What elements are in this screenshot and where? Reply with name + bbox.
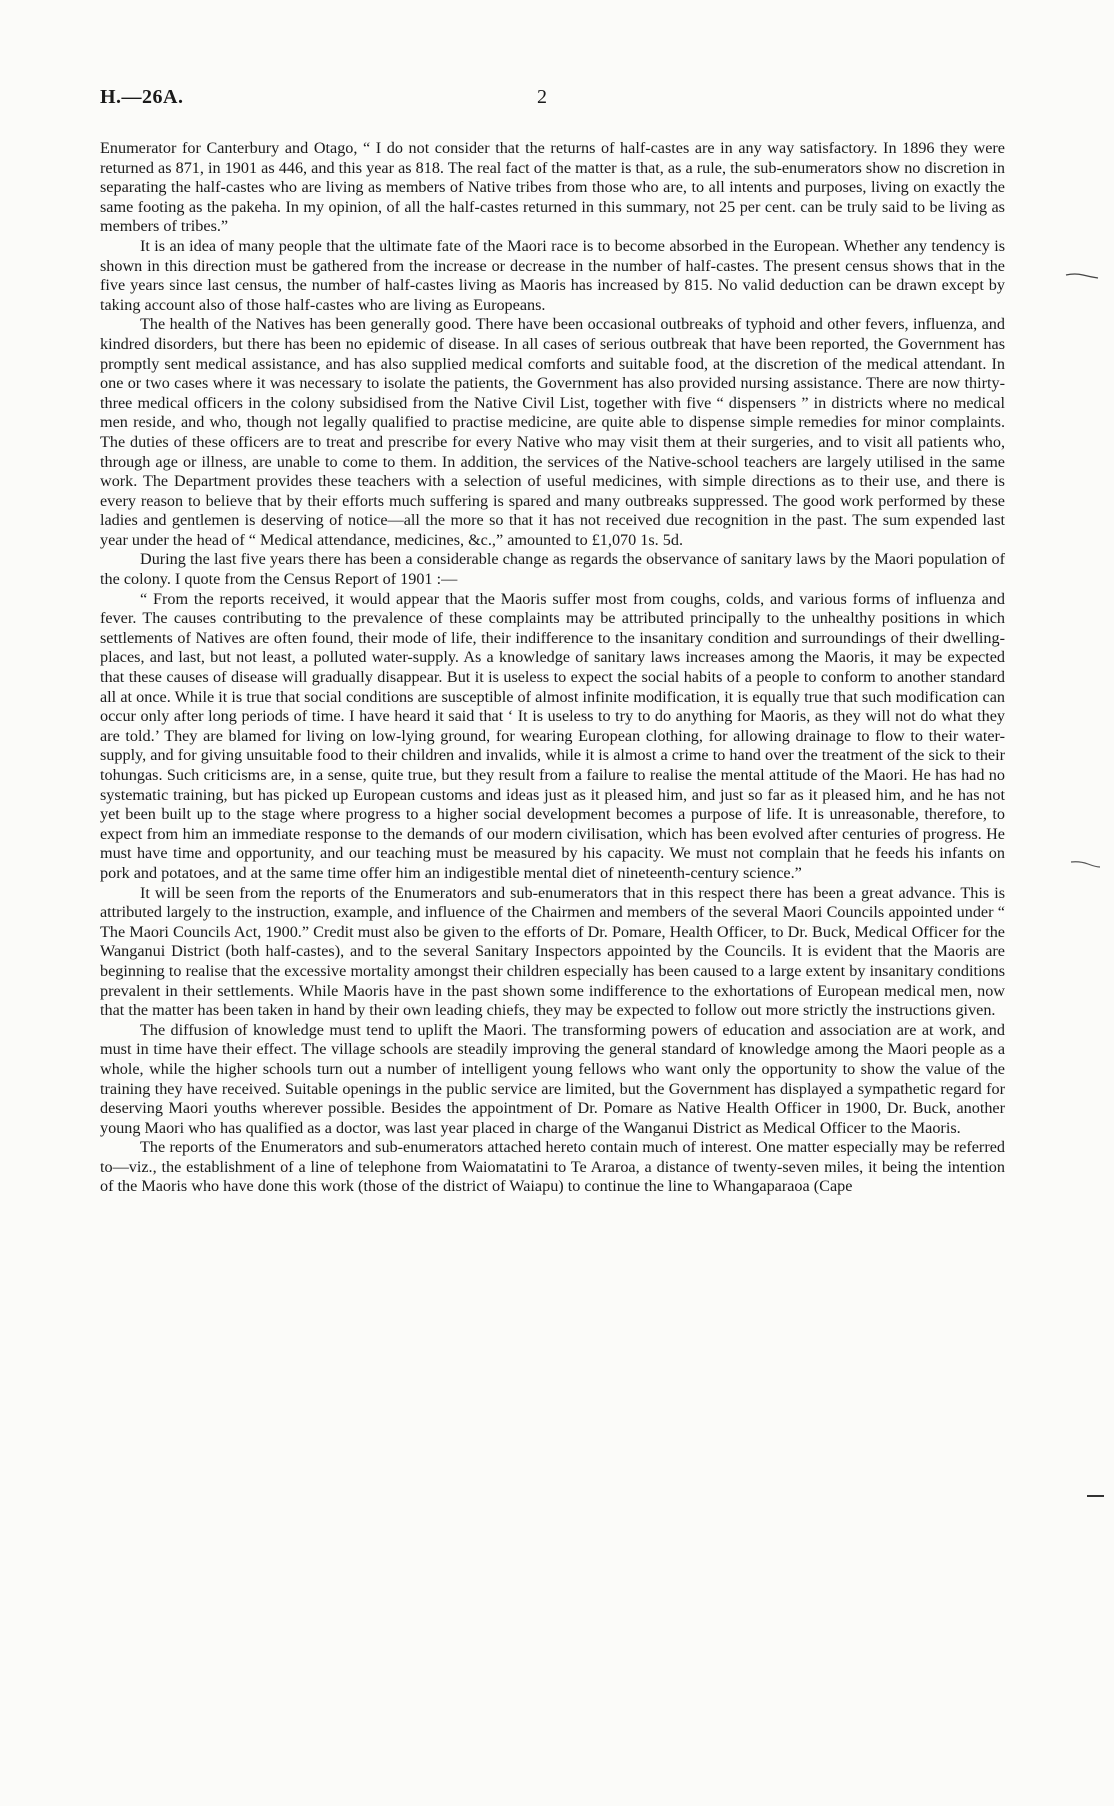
paragraph-census-report-quote: “ From the reports received, it would appear that the Maoris suffer most from coughs, colds, and various forms of influenza and fever. The causes contributing to the prevalence of these complaints may be attributed principally to the unhealthy positions in which settlements of Natives are often found, their mode of life, their indifference to the insanitary condition and surroundings of their dwelling-places, and last, but not least, a polluted water-supply. As a knowledge of sanitary laws increases among the Maoris, it may be expected that these causes of disease will gradually disappear. But it is useless to expect the social habits of a people to conform to another standard all at once. While it is true that social conditions are susceptible of almost infinite modification, it is equally true that such modification can occur only after long periods of time. I have heard it said that ‘ It is useless to try to do anything for Maoris, as they will not do what they are told.’ They are blamed for living on low-lying ground, for wearing European clothing, for allowing drainage to flow to their water-supply, and for giving unsuitable food to their children and invalids, while it is almost a crime to hand over the treatment of the sick to their tohungas. Such criticisms are, in a sense, quite true, but they result from a failure to realise the mental attitude of the Maori. He has had no systematic training, but has picked up European customs and ideas just as it pleased him, and just so far as it pleased him, and he has not yet been built up to the stage where progress to a higher social development becomes a purpose of life. It is unreasonable, therefore, to expect from him an immediate response to the demands of our modern civilisation, which has been evolved after centuries of progress. He must have time and opportunity, and our teaching must be measured by his capacity. We must not complain that he feeds his infants on pork and potatoes, and at the same time offer him an indigestible mental diet of nineteenth-century science.” [100, 589, 1005, 882]
paragraph-half-castes: It is an idea of many people that the ultimate fate of the Maori race is to become absorbed in the European. Whether any tendency is shown in this direction must be gathered from the increase or decrease in the number of half-castes. The present census shows that in the five years since last census, the number of half-castes living as Maoris has increased by 815. No valid deduction can be drawn except by taking account also of those half-castes who are living as Europeans. [100, 236, 1005, 314]
paragraph-health: The health of the Natives has been generally good. There have been occasional outbreaks of typhoid and other fevers, influenza, and kindred disorders, but there has been no epidemic of disease. In all cases of serious outbreak that have been reported, the Government has promptly sent medical assistance, and has also supplied medical comforts and suitable food, at the discretion of the medical attendant. In one or two cases where it was necessary to isolate the patients, the Government has also provided nursing assistance. There are now thirty-three medical officers in the colony subsidised from the Native Civil List, together with five “ dispensers ” in districts where no medical men reside, and who, though not legally qualified to practise medicine, are quite able to dispense simple remedies for minor complaints. The duties of these officers are to treat and prescribe for every Native who may visit them at their surgeries, and to visit all patients who, through age or illness, are unable to come to them. In addition, the services of the Native-school teachers are largely utilised in the same work. The Department provides these teachers with a selection of useful medicines, with simple directions as to their use, and there is every reason to believe that by their efforts much suffering is spared and many outbreaks suppressed. The good work performed by these ladies and gentlemen is deserving of notice—all the more so that it has not received due recognition in the past. The sum expended last year under the head of “ Medical attendance, medicines, &c.,” amounted to £1,070 1s. 5d. [100, 315, 1005, 549]
paragraph-sanitary-laws: During the last five years there has been a considerable change as regards the observance of sanitary laws by the Maori population of the colony. I quote from the Census Report of 1901 :— [100, 550, 1005, 589]
paragraph-great-advance: It will be seen from the reports of the Enumerators and sub-enumerators that in this respect there has been a great advance. This is attributed largely to the instruction, example, and influence of the Chairmen and members of the several Maori Councils appointed under “ The Maori Councils Act, 1900.” Credit must also be given to the efforts of Dr. Pomare, Health Officer, to Dr. Buck, Medical Officer for the Wanganui District (both half-castes), and to the several Sanitary Inspectors appointed by the Councils. It is evident that the Maoris are beginning to realise that the excessive mortality amongst their children especially has been caused to a large extent by insanitary conditions prevalent in their settlements. While Maoris have in the past shown some indifference to the exhortations of European medical men, now that the matter has been taken in hand by their own leading chiefs, they may be expected to follow out more strictly the instructions given. [100, 883, 1005, 1020]
margin-mark [1065, 272, 1099, 280]
paragraph-enumerator-reports: The reports of the Enumerators and sub-enumerators attached hereto contain much of interest. One matter especially may be referred to—viz., the establishment of a line of telephone from Waiomatatini to Te Araroa, a distance of twenty-seven miles, it being the intention of the Maoris who have done this work (those of the district of Waiapu) to continue the line to Whangaparaoa (Cape [100, 1138, 1005, 1196]
body-text [100, 139, 1005, 1197]
paragraph-diffusion-of-knowledge: The diffusion of knowledge must tend to uplift the Maori. The transforming powers of education and association are at work, and must in time have their effect. The village schools are steadily improving the general standard of knowledge among the Maori people as a whole, while the higher schools turn out a number of intelligent young fellows who want only the opportunity to show the value of the training they have received. Suitable openings in the public service are limited, but the Government has displayed a sympathetic regard for deserving Maori youths wherever possible. Besides the appointment of Dr. Pomare as Native Health Officer in 1900, Dr. Buck, another young Maori who has qualified as a doctor, was last year placed in charge of the Wanganui District as Medical Officer to the Maoris. [100, 1020, 1005, 1137]
page-number: 2 [537, 86, 547, 108]
page-header [100, 86, 1000, 126]
paragraph-census-quote-end: Enumerator for Canterbury and Otago, “ I do not consider that the returns of half-castes are in any way satisfactory. In 1896 they were returned as 871, in 1901 as 446, and this year as 818. The real fact of the matter is that, as a rule, the sub-enumerators show no discretion in separating the half-castes who are living as members of Native tribes from those who are, to all intents and purposes, living on exactly the same footing as the pakeha. In my opinion, of all the half-castes returned in this summary, not 25 per cent. can be truly said to be living as members of tribes.” [100, 139, 1005, 236]
margin-mark [1070, 860, 1104, 868]
margin-mark [1086, 1493, 1114, 1501]
document-code: H.—26A. [100, 86, 184, 108]
